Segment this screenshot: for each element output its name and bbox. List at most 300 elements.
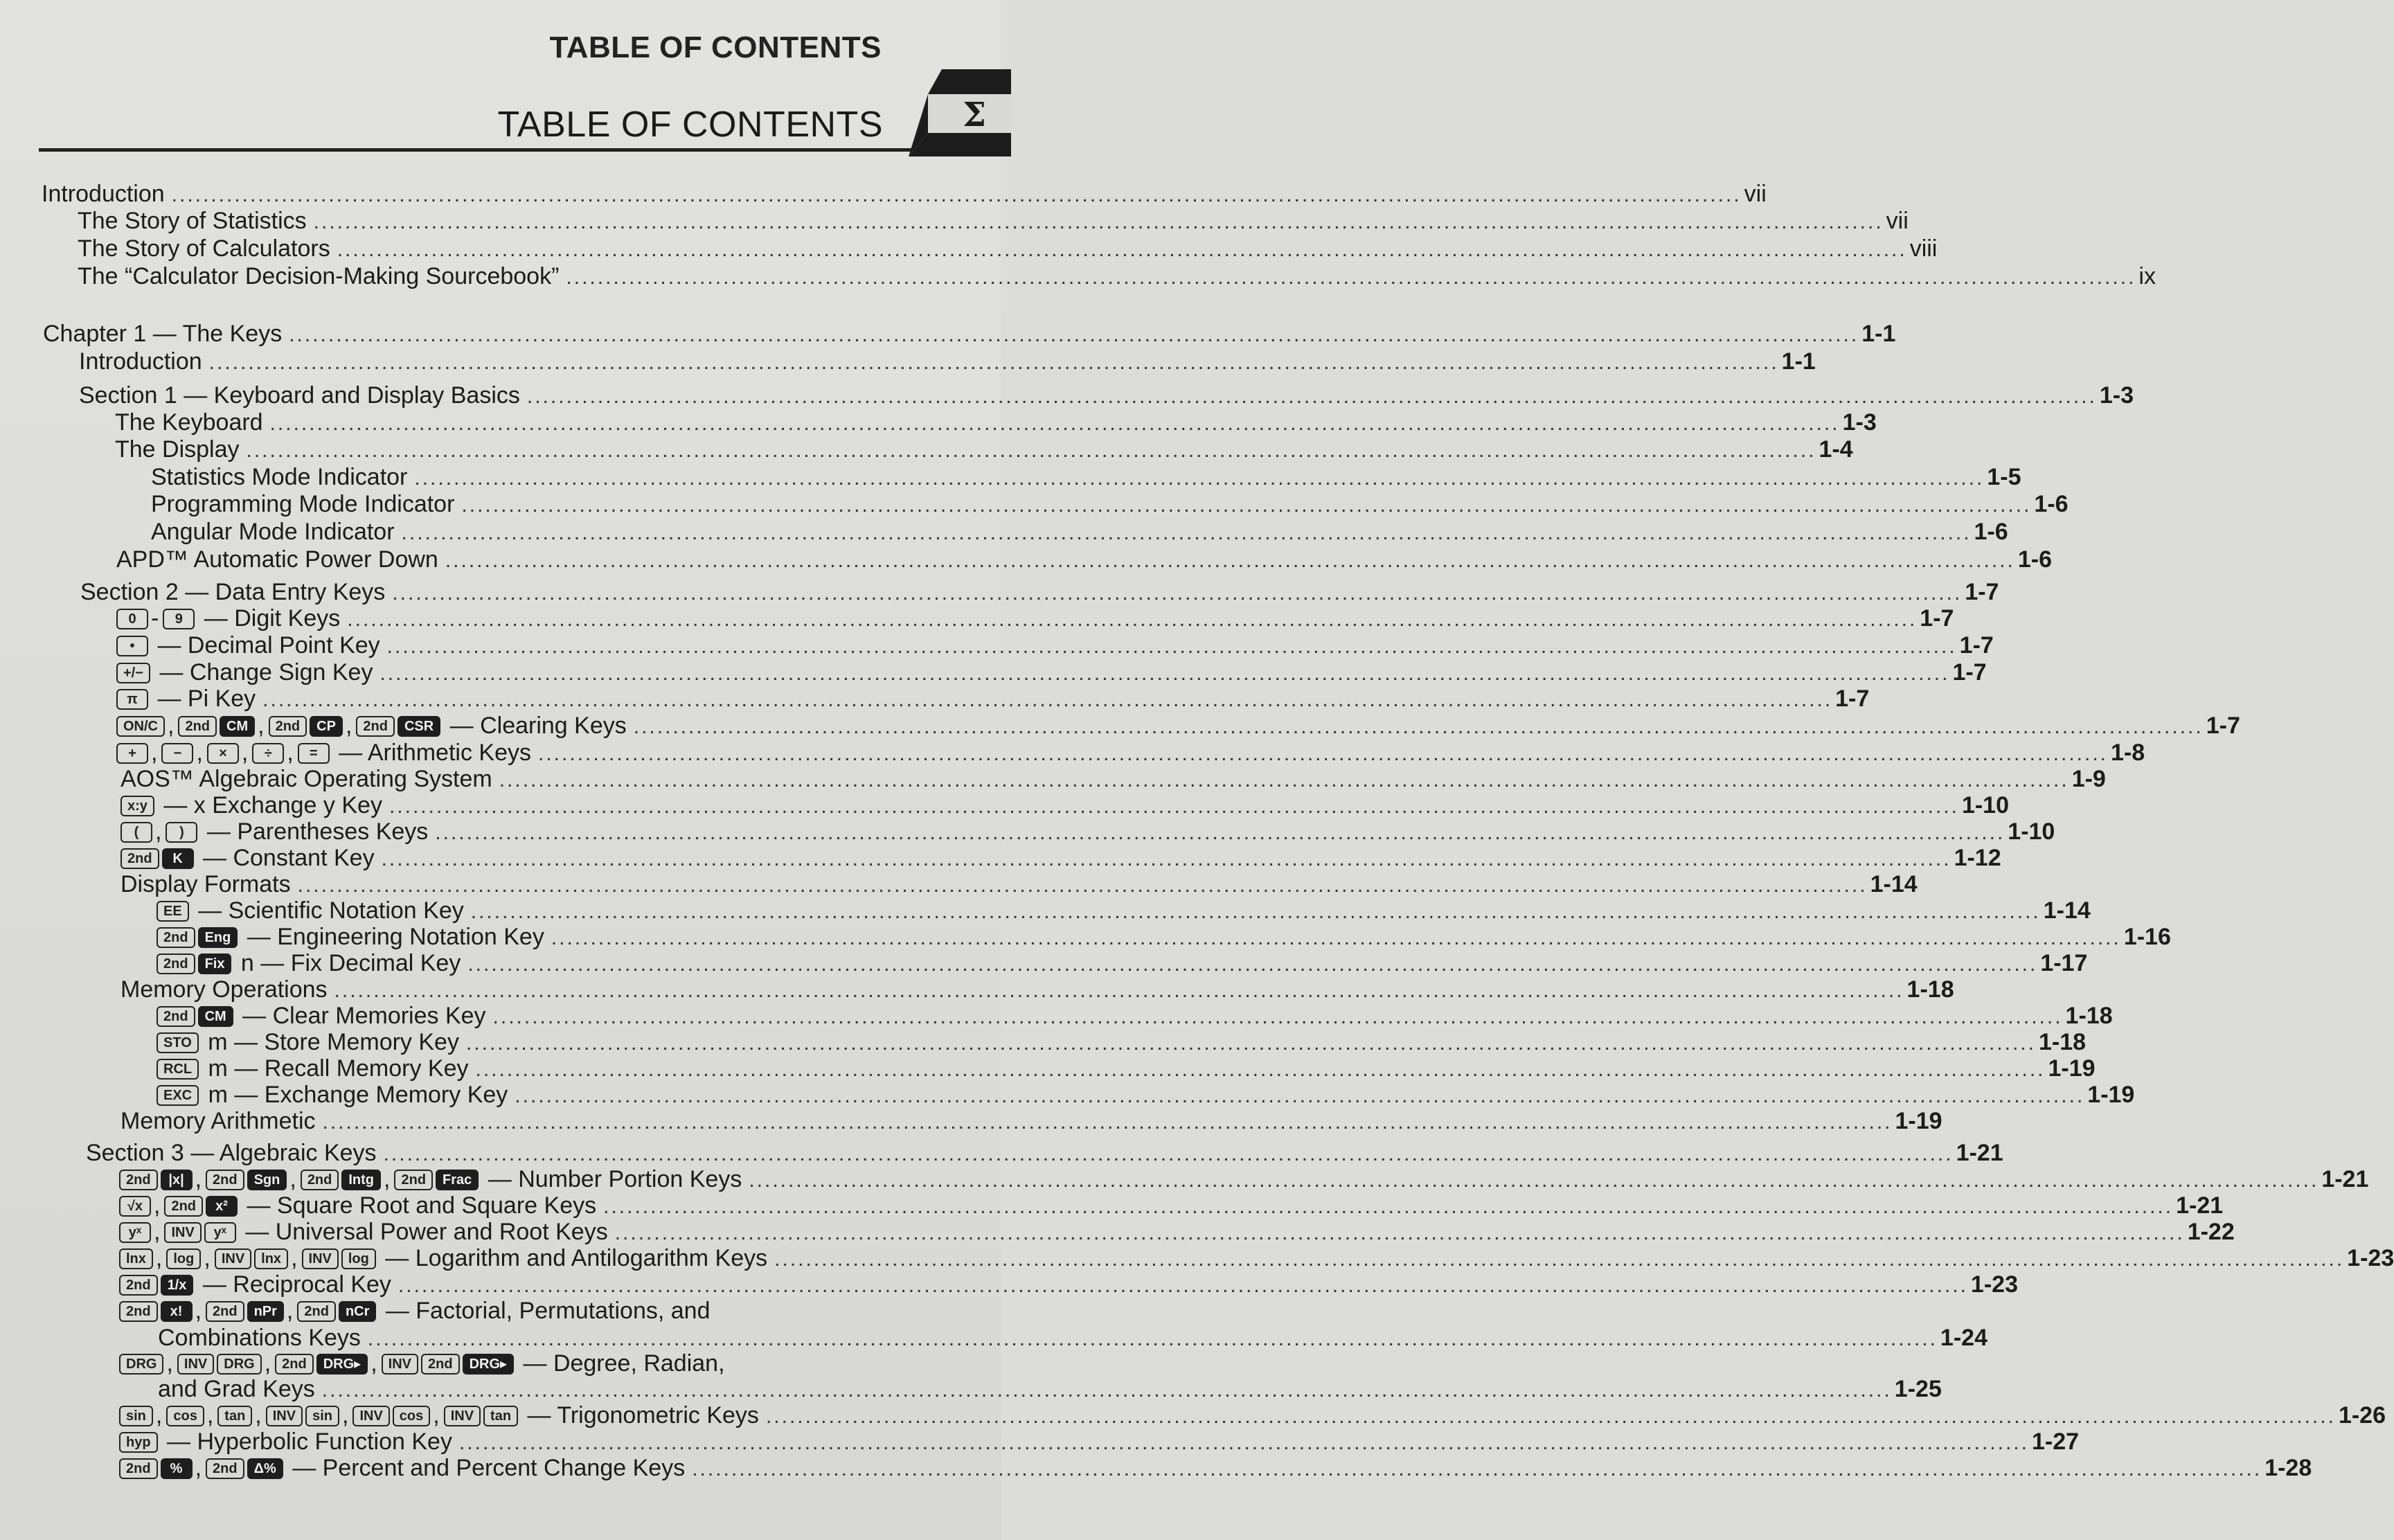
dot-leader: ........................................................................................................................................................................................................: [334, 979, 1904, 1002]
dot-leader: ........................................................................................................................................................................................................: [445, 549, 2015, 572]
toc-entry-title: [116, 712, 627, 740]
toc-entry: [119, 1165, 2369, 1193]
key-tan-icon: tan: [217, 1406, 252, 1426]
key-2nd-icon: 2nd: [206, 1170, 244, 1190]
dot-leader: ........................................................................................................................................................................................................: [470, 900, 2041, 923]
key-separator: ,: [154, 1219, 161, 1245]
toc-entry: [120, 791, 2010, 819]
toc-page-number: 1-1: [1861, 321, 1896, 347]
dot-leader: ........................................................................................................................................................................................................: [381, 848, 1951, 870]
toc-entry: [157, 1081, 2135, 1109]
toc-entry-label: — Logarithm and Antilogarithm Keys: [378, 1245, 768, 1271]
toc-entry: [116, 685, 1870, 713]
key-2nd-icon: 2nd: [157, 953, 195, 974]
toc-entry-label: — Arithmetic Keys: [332, 740, 532, 766]
key-key-icon: ): [166, 822, 197, 843]
toc-entry: [151, 490, 2069, 518]
dot-leader: ........................................................................................................................................................................................................: [388, 795, 1959, 818]
key-inv-icon: INV: [177, 1354, 214, 1375]
key-key-icon: ÷: [252, 743, 284, 764]
toc-entry-title: [119, 1454, 685, 1482]
key-tan-icon: tan: [483, 1406, 518, 1426]
toc-page-number: 1-7: [1952, 659, 1987, 686]
toc-page-number: 1-7: [1835, 686, 1870, 712]
key-frac-icon: Frac: [436, 1170, 479, 1190]
dot-leader: ........................................................................................................................................................................................................: [269, 412, 1840, 435]
toc-entry-label: — Decimal Point Key: [151, 632, 380, 659]
key-separator: ,: [255, 1402, 262, 1429]
key-log-icon: log: [341, 1248, 376, 1269]
toc-entry-title: [120, 1107, 316, 1135]
toc-entry-title: [120, 976, 328, 1003]
key-on-c-icon: ON/C: [116, 716, 165, 737]
key-separator: ,: [287, 740, 294, 766]
toc-entry-title: [157, 897, 464, 924]
key-1-x-icon: 1/x: [161, 1275, 194, 1296]
key-npr-icon: nPr: [247, 1301, 284, 1322]
toc-page-number: 1-28: [2265, 1455, 2312, 1481]
key-2nd-icon: 2nd: [120, 848, 159, 869]
dot-leader: ........................................................................................................................................................................................................: [262, 688, 1833, 711]
key-k-icon: K: [162, 848, 194, 869]
toc-entry-label: The “Calculator Decision-Making Sourcebook”: [78, 263, 560, 289]
key-key-icon: +/−: [116, 663, 150, 683]
toc-entry: [43, 320, 1896, 348]
toc-page-number: 1-21: [1956, 1140, 2003, 1166]
toc-entry: [79, 348, 1816, 375]
toc-entry: [157, 1028, 2087, 1056]
dot-leader: ........................................................................................................................................................................................................: [321, 1379, 1892, 1402]
toc-page-number: 1-6: [1974, 519, 2008, 545]
toc-page-number: 1-21: [2321, 1166, 2369, 1192]
key-separator: ,: [286, 1298, 294, 1324]
toc-entry: [157, 897, 2091, 924]
dot-leader: ........................................................................................................................................................................................................: [246, 439, 1816, 462]
toc-entry-title: [119, 1244, 767, 1272]
dot-leader: ........................................................................................................................................................................................................: [603, 1195, 2174, 1218]
toc-entry-title: [157, 1002, 486, 1030]
key-2nd-icon: 2nd: [119, 1275, 158, 1296]
toc-entry-title: [78, 207, 307, 235]
toc-entry-label: — Pi Key: [151, 686, 256, 712]
dot-leader: ........................................................................................................................................................................................................: [475, 1058, 2046, 1081]
toc-entry: [157, 1002, 2113, 1030]
key-separator: ,: [370, 1350, 377, 1377]
toc-entry-title: [151, 463, 407, 491]
toc-entry-title: [119, 1297, 710, 1325]
toc-entry-title: [119, 1428, 452, 1456]
toc-page-number: 1-14: [2043, 897, 2091, 924]
toc-page-number: 1-21: [2176, 1192, 2224, 1219]
key-drg-icon: DRG: [119, 1354, 163, 1375]
key-2nd-icon: 2nd: [394, 1170, 433, 1190]
dot-leader: ........................................................................................................................................................................................................: [208, 351, 1779, 374]
dot-leader: ........................................................................................................................................................................................................: [465, 1032, 2036, 1055]
toc-entry-title: [120, 765, 492, 793]
toc-entry-label: — Change Sign Key: [152, 659, 373, 686]
dot-leader: ........................................................................................................................................................................................................: [614, 1221, 2185, 1244]
toc-entry: [78, 235, 1938, 262]
toc-page-number: 1-3: [2099, 382, 2134, 409]
dot-leader: ........................................................................................................................................................................................................: [538, 742, 2109, 765]
toc-entry: [119, 1271, 2018, 1298]
toc-page-number: 1-25: [1894, 1376, 1942, 1402]
key-inv-icon: INV: [164, 1222, 201, 1243]
dot-leader: ........................................................................................................................................................................................................: [765, 1405, 2336, 1428]
toc-entry-label: — Percent and Percent Change Keys: [285, 1455, 686, 1481]
dot-leader: ........................................................................................................................................................................................................: [692, 1458, 2262, 1480]
dot-leader: ........................................................................................................................................................................................................: [749, 1169, 2319, 1192]
key-ee-icon: EE: [157, 901, 189, 922]
toc-entry-label: n — Fix Decimal Key: [234, 950, 461, 976]
key-cos-icon: cos: [166, 1406, 204, 1426]
key-log-icon: log: [166, 1248, 201, 1269]
dot-leader: ........................................................................................................................................................................................................: [379, 662, 1950, 685]
key-separator: ,: [433, 1402, 440, 1429]
key-separator: ,: [204, 1245, 211, 1271]
key-2nd-icon: 2nd: [301, 1170, 339, 1190]
key-fix-icon: Fix: [198, 953, 232, 974]
key-hyp-icon: hyp: [119, 1432, 158, 1453]
key-ncr-icon: nCr: [339, 1301, 376, 1322]
key-separator: ,: [341, 1402, 349, 1429]
key-key-icon: −: [161, 743, 193, 764]
toc-entry-title: [151, 518, 395, 546]
dot-leader: ........................................................................................................................................................................................................: [515, 1084, 2085, 1107]
dot-leader: ........................................................................................................................................................................................................: [461, 494, 2032, 517]
toc-entry: [119, 1244, 2394, 1272]
key-sin-icon: sin: [305, 1406, 339, 1426]
toc-entry-label: Introduction: [79, 348, 202, 375]
key-separator: ,: [154, 1192, 161, 1219]
toc-page-number: 1-9: [2071, 766, 2106, 792]
toc-entry-title: [151, 490, 454, 518]
toc-entry-title: [119, 1192, 596, 1219]
toc-entry-title: [78, 235, 330, 262]
dot-leader: ........................................................................................................................................................................................................: [337, 238, 1907, 261]
toc-page-number: 1-7: [2206, 713, 2240, 739]
toc-entry-title: [116, 739, 531, 767]
toc-entry-label: Section 1 — Keyboard and Display Basics: [79, 382, 520, 409]
toc-entry-title: [157, 1055, 469, 1082]
key-separator: ,: [195, 1455, 202, 1481]
key-y-icon: yˣ: [119, 1222, 151, 1243]
running-head: TABLE OF CONTENTS: [549, 30, 882, 64]
toc-entry-label: Memory Operations: [120, 976, 328, 1003]
toc-page-number: 1-19: [2048, 1055, 2096, 1082]
toc-entry-title: [158, 1324, 361, 1352]
key-2nd-icon: 2nd: [178, 716, 217, 737]
toc-page-number: vii: [1744, 181, 1767, 207]
toc-entry-label: — Hyperbolic Function Key: [160, 1429, 452, 1455]
key-2nd-icon: 2nd: [421, 1354, 460, 1375]
toc-page-number: 1-6: [2034, 491, 2069, 517]
toc-entry: [115, 409, 1877, 436]
toc-entry-label: — Clearing Keys: [443, 713, 627, 739]
key-drg-icon: DRG▸: [316, 1354, 368, 1375]
toc-entry-label: AOS™ Algebraic Operating System: [120, 766, 492, 792]
key-9-icon: 9: [163, 609, 195, 629]
toc-entry: [120, 844, 2001, 872]
toc-entry: [157, 1055, 2096, 1082]
toc-entry: [151, 518, 2008, 546]
key-cm-icon: CM: [198, 1006, 233, 1027]
dot-leader: ........................................................................................................................................................................................................: [401, 521, 1972, 544]
key-2nd-icon: 2nd: [206, 1301, 244, 1322]
toc-entry: [116, 632, 1994, 659]
toc-entry: [78, 207, 1909, 235]
toc-page-number: 1-12: [1954, 845, 2001, 871]
toc-page-number: 1-5: [1987, 464, 2021, 490]
toc-entry-title: [116, 546, 438, 573]
dot-leader: ........................................................................................................................................................................................................: [367, 1327, 1938, 1350]
toc-entry-label: Section 2 — Data Entry Keys: [80, 579, 386, 605]
toc-entry-title: [86, 1139, 377, 1167]
toc-entry-title: [116, 605, 340, 632]
toc-entry: [116, 605, 1954, 632]
key-separator: ,: [384, 1166, 391, 1192]
key-eng-icon: Eng: [198, 927, 238, 948]
key-separator: ,: [155, 1402, 163, 1429]
toc-entry-title: [157, 1028, 459, 1056]
toc-entry: [119, 1350, 725, 1377]
key-separator: ,: [345, 713, 352, 739]
key-inv-icon: INV: [215, 1248, 251, 1269]
key-x-y-icon: x:y: [120, 796, 154, 816]
toc-entry: [119, 1402, 2386, 1429]
toc-entry: [115, 436, 1853, 463]
key-2nd-icon: 2nd: [297, 1301, 336, 1322]
dot-leader: ........................................................................................................................................................................................................: [458, 1431, 2029, 1454]
key-2nd-icon: 2nd: [157, 1006, 195, 1027]
toc-entry-label: Display Formats: [120, 871, 291, 897]
key-drg-icon: DRG: [217, 1354, 261, 1375]
key-separator: ,: [264, 1350, 271, 1377]
toc-entry: [119, 1192, 2224, 1219]
toc-page-number: 1-26: [2338, 1402, 2386, 1429]
key-cos-icon: cos: [393, 1406, 430, 1426]
dot-leader: ........................................................................................................................................................................................................: [467, 953, 2038, 976]
key-2nd-icon: 2nd: [157, 927, 195, 948]
toc-entry-label: — Trigonometric Keys: [521, 1402, 759, 1429]
toc-entry: [116, 712, 2240, 740]
table-of-contents: [0, 181, 2394, 1503]
toc-entry: [116, 546, 2052, 573]
key-2nd-icon: 2nd: [356, 716, 395, 737]
toc-page-number: 1-19: [1895, 1108, 1942, 1134]
toc-entry: [158, 1375, 1942, 1403]
toc-entry-label: — Factorial, Permutations, and: [379, 1298, 711, 1324]
toc-entry-label: m — Recall Memory Key: [202, 1055, 469, 1082]
key-csr-icon: CSR: [397, 716, 440, 737]
toc-page-number: 1-17: [2040, 950, 2088, 976]
toc-page-number: 1-14: [1870, 871, 1918, 897]
toc-entry-title: [116, 659, 373, 686]
toc-entry-title: [119, 1218, 608, 1246]
toc-entry-label: — Scientific Notation Key: [191, 897, 464, 924]
key-rcl-icon: RCL: [157, 1059, 199, 1080]
toc-page-number: 1-1: [1781, 348, 1816, 375]
toc-page-number: 1-10: [2008, 818, 2055, 845]
key-0-icon: 0: [116, 609, 148, 629]
toc-entry-label: The Display: [115, 436, 240, 463]
key-separator: ,: [155, 818, 162, 845]
toc-page-number: 1-8: [2111, 740, 2145, 766]
dot-leader: ........................................................................................................................................................................................................: [551, 926, 2121, 949]
toc-entry: [119, 1218, 2235, 1246]
key-2nd-icon: 2nd: [206, 1458, 244, 1479]
toc-entry-label: The Keyboard: [115, 409, 263, 436]
key-separator: ,: [289, 1166, 296, 1192]
toc-entry-title: [42, 180, 165, 208]
toc-page-number: viii: [1909, 235, 1938, 262]
sigma-tab-icon: [900, 69, 1011, 156]
title-rule: [39, 148, 911, 152]
page-title: TABLE OF CONTENTS: [497, 105, 883, 145]
toc-page-number: 1-23: [1970, 1271, 2018, 1298]
toc-entry-title: [115, 436, 240, 463]
toc-entry: [119, 1454, 2312, 1482]
key-sgn-icon: Sgn: [247, 1170, 287, 1190]
key-y-icon: yˣ: [204, 1222, 236, 1243]
dot-leader: ........................................................................................................................................................................................................: [492, 1005, 2063, 1028]
key-key-icon: ×: [207, 743, 239, 764]
toc-entry-label: — Reciprocal Key: [196, 1271, 391, 1298]
toc-page-number: vii: [1886, 208, 1909, 234]
toc-entry-label: — Digit Keys: [197, 605, 341, 632]
dot-leader: ........................................................................................................................................................................................................: [774, 1248, 2345, 1271]
toc-entry-title: [80, 578, 385, 606]
toc-entry-label: — Clear Memories Key: [235, 1003, 486, 1029]
key-separator: ,: [195, 1166, 202, 1192]
toc-page-number: 1-3: [1842, 409, 1877, 436]
key-inv-icon: INV: [382, 1354, 418, 1375]
key-inv-icon: INV: [352, 1406, 389, 1426]
toc-page-number: 1-18: [1906, 976, 1954, 1003]
dot-leader: ........................................................................................................................................................................................................: [526, 385, 2097, 408]
key-x-icon: x!: [161, 1301, 193, 1322]
key-separator: ,: [196, 740, 203, 766]
toc-entry-label: — Engineering Notation Key: [240, 924, 544, 950]
toc-entry-label: — Degree, Radian,: [517, 1350, 725, 1377]
toc-entry: [78, 262, 2156, 290]
key-2nd-icon: 2nd: [275, 1354, 314, 1375]
key-cm-icon: CM: [220, 716, 255, 737]
toc-entry: [120, 1107, 1942, 1135]
key-key-icon: (: [120, 822, 152, 843]
toc-page-number: 1-16: [2123, 924, 2171, 950]
toc-entry-label: m — Store Memory Key: [201, 1029, 459, 1055]
toc-page-number: 1-24: [1940, 1325, 1987, 1351]
toc-entry-title: [157, 949, 461, 977]
toc-entry-label: Chapter 1 — The Keys: [43, 321, 283, 347]
key-separator: ,: [166, 1350, 173, 1377]
key-intg-icon: Intg: [341, 1170, 381, 1190]
toc-entry-label: Programming Mode Indicator: [151, 491, 455, 517]
toc-entry: [116, 739, 2145, 767]
dot-leader: ........................................................................................................................................................................................................: [566, 266, 2136, 289]
key-2nd-icon: 2nd: [119, 1301, 158, 1322]
toc-entry: [157, 949, 2088, 977]
dot-leader: ........................................................................................................................................................................................................: [435, 821, 2006, 844]
dot-leader: ........................................................................................................................................................................................................: [397, 1274, 1968, 1297]
key-lnx-icon: lnx: [254, 1248, 288, 1269]
toc-entry-title: [158, 1375, 315, 1403]
key-key-icon: π: [116, 689, 148, 710]
key-separator: ,: [155, 1245, 163, 1271]
dot-leader: ........................................................................................................................................................................................................: [383, 1143, 1954, 1165]
dot-leader: ........................................................................................................................................................................................................: [313, 211, 1884, 233]
key-separator: -: [151, 605, 159, 632]
key-separator: ,: [151, 740, 158, 766]
toc-entry-title: [116, 685, 256, 713]
toc-entry-label: Statistics Mode Indicator: [151, 464, 408, 490]
toc-entry-label: Angular Mode Indicator: [151, 519, 395, 545]
key-inv-icon: INV: [444, 1406, 481, 1426]
key-2nd-icon: 2nd: [119, 1458, 158, 1479]
toc-entry-title: [119, 1271, 391, 1298]
toc-entry-label: and Grad Keys: [158, 1376, 315, 1402]
toc-entry-label: — Constant Key: [196, 845, 375, 871]
toc-page-number: 1-27: [2031, 1429, 2080, 1455]
toc-entry: [119, 1428, 2080, 1456]
key-sto-icon: STO: [157, 1032, 199, 1053]
dot-leader: ........................................................................................................................................................................................................: [499, 769, 2069, 791]
toc-page-number: 1-23: [2347, 1245, 2394, 1271]
toc-entry-label: — Universal Power and Root Keys: [238, 1219, 608, 1245]
toc-entry-label: Memory Arithmetic: [120, 1108, 316, 1134]
toc-entry-label: Combinations Keys: [158, 1325, 361, 1351]
key-separator: ,: [168, 713, 175, 739]
key-x-icon: √x: [119, 1196, 151, 1217]
toc-entry: [120, 818, 2055, 845]
key-x-icon: x²: [206, 1196, 238, 1217]
toc-entry-title: [78, 262, 559, 290]
toc-entry-title: [115, 409, 263, 436]
toc-entry-title: [157, 923, 544, 951]
key-cp-icon: CP: [310, 716, 343, 737]
key-separator: ,: [291, 1245, 298, 1271]
key-sin-icon: sin: [119, 1406, 153, 1426]
toc-page-number: 1-19: [2087, 1082, 2135, 1108]
dot-leader: ........................................................................................................................................................................................................: [633, 715, 2204, 738]
key-2nd-icon: 2nd: [119, 1170, 158, 1190]
toc-entry-label: Introduction: [42, 181, 165, 207]
toc-entry: [120, 870, 1918, 898]
toc-page-number: 1-4: [1819, 436, 1853, 463]
key-2nd-icon: 2nd: [269, 716, 307, 737]
toc-entry: [120, 765, 2106, 793]
toc-entry-title: [116, 632, 380, 659]
toc-entry-label: The Story of Statistics: [78, 208, 307, 234]
key-separator: ,: [206, 1402, 214, 1429]
toc-entry-title: [79, 348, 202, 375]
toc-page-number: ix: [2138, 263, 2156, 289]
toc-entry-title: [157, 1081, 508, 1109]
key-key-icon: Δ%: [247, 1458, 283, 1479]
toc-entry-label: m — Exchange Memory Key: [202, 1082, 508, 1108]
toc-entry: [157, 923, 2171, 951]
dot-leader: ........................................................................................................................................................................................................: [392, 582, 1963, 605]
toc-page-number: 1-7: [1920, 605, 1954, 632]
toc-page-number: 1-18: [2065, 1003, 2113, 1029]
key-exc-icon: EXC: [157, 1085, 199, 1106]
toc-page-number: 1-10: [1961, 792, 2010, 818]
toc-page-number: 1-18: [2038, 1029, 2087, 1055]
toc-entry-title: [79, 382, 520, 409]
toc-entry: [42, 180, 1767, 208]
key-key-icon: •: [116, 636, 148, 656]
